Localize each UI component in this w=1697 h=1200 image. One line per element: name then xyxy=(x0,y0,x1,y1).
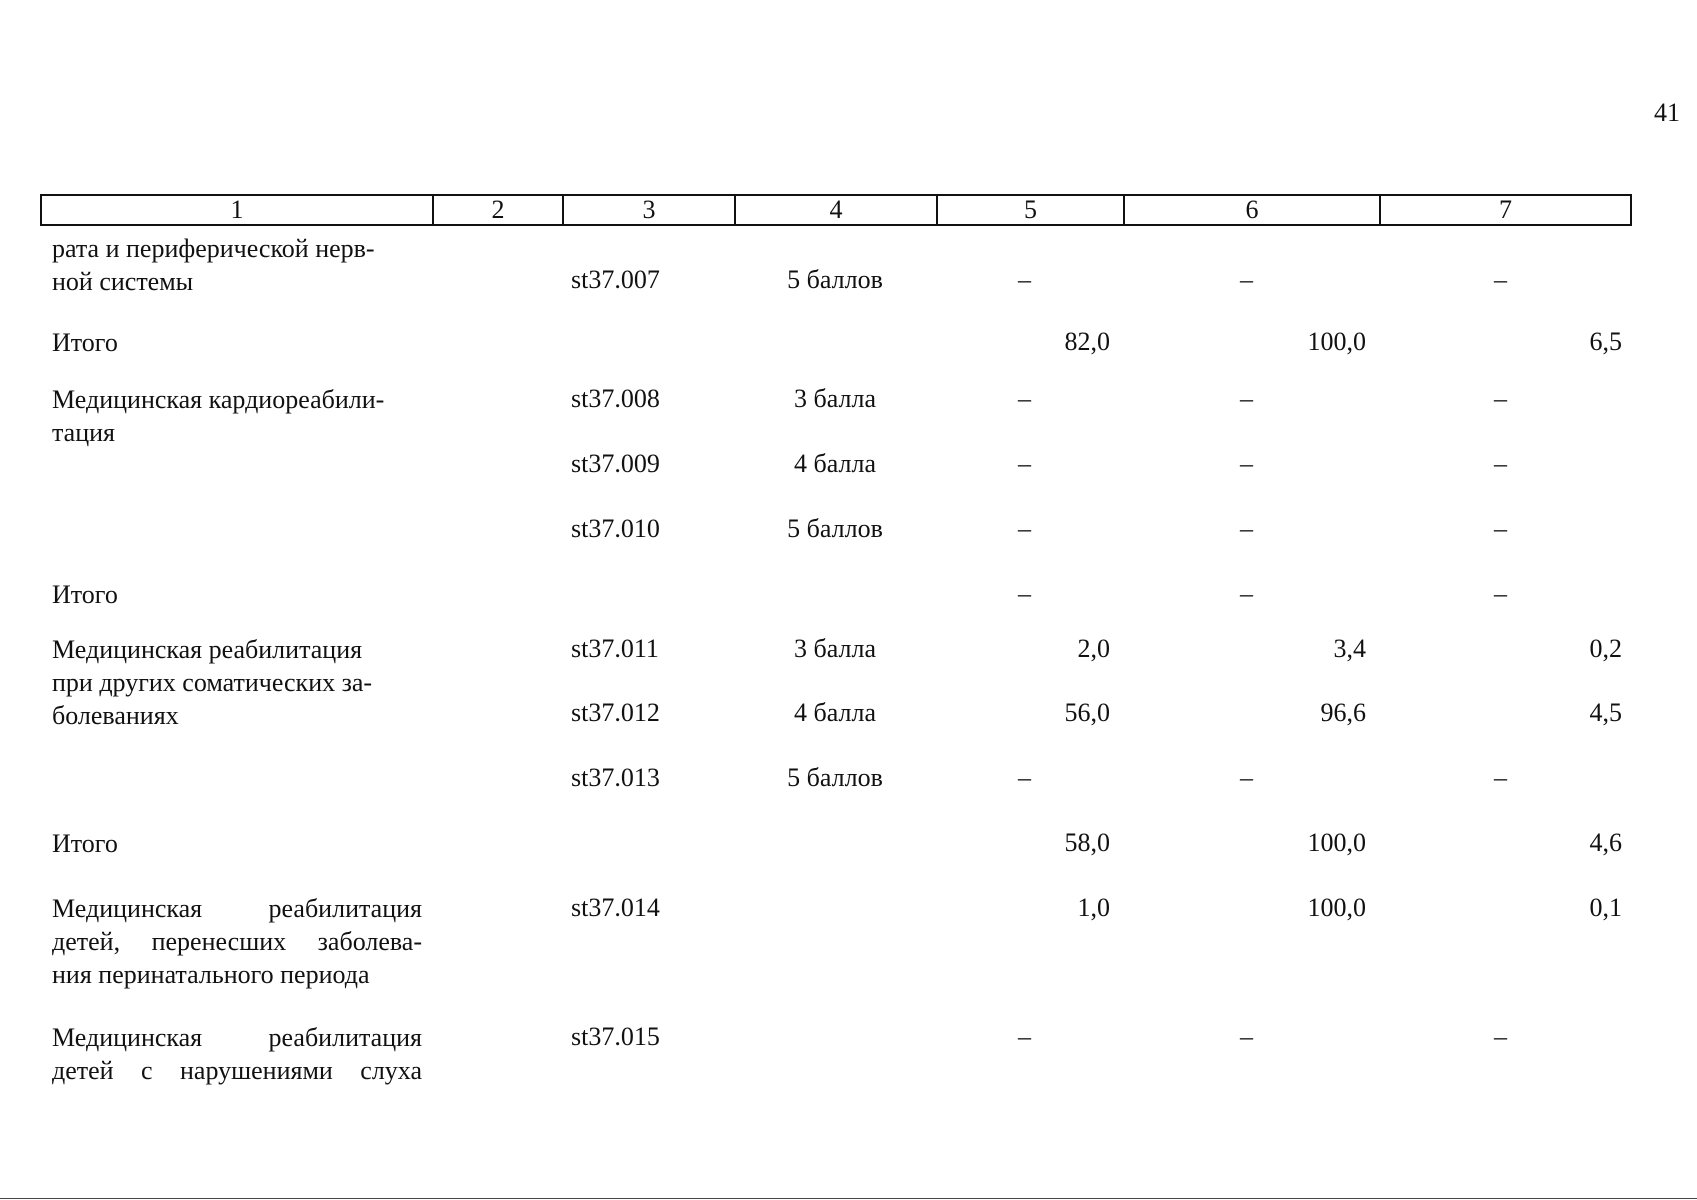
header-col-1: 1 xyxy=(42,196,434,224)
row-code: st37.008 xyxy=(571,384,660,413)
row-score: 5 баллов xyxy=(787,514,883,543)
header-col-7: 7 xyxy=(1499,195,1512,224)
row-col6: – xyxy=(1240,265,1253,294)
row-col5: 56,0 xyxy=(1064,698,1110,727)
row-col6: – xyxy=(1240,514,1253,543)
header-col-4: 4 xyxy=(736,196,938,224)
page-number: 41 xyxy=(1654,98,1680,127)
row-name: Медицинская реабилитация при других соматических за- болеваниях xyxy=(52,635,373,730)
row-score: 5 баллов xyxy=(787,265,883,294)
row-col6: – xyxy=(1240,449,1253,478)
row-col7: 0,1 xyxy=(1589,893,1622,922)
row-code: st37.014 xyxy=(571,893,660,922)
row-name: Медицинская реабилитация детей, перенесших заболева- ния перинатального периода xyxy=(52,894,422,989)
row-col5: – xyxy=(1018,763,1031,792)
row-col5: 82,0 xyxy=(1064,327,1110,356)
row-col5: – xyxy=(1018,1022,1031,1051)
row-col7: – xyxy=(1494,384,1507,413)
row-col5: 2,0 xyxy=(1077,634,1110,663)
row-col6: 100,0 xyxy=(1307,327,1366,356)
row-col6: 3,4 xyxy=(1333,634,1366,663)
row-name: Медицинская реабилитация детей с нарушениями слуха xyxy=(52,1023,422,1085)
row-code: st37.009 xyxy=(571,449,660,478)
row-col7: – xyxy=(1494,449,1507,478)
row-col5: – xyxy=(1018,449,1031,478)
row-col5: – xyxy=(1018,579,1031,608)
row-col7: – xyxy=(1494,763,1507,792)
row-col7: 6,5 xyxy=(1589,327,1622,356)
row-col7: 4,5 xyxy=(1589,698,1622,727)
header-col-6: 6 xyxy=(1125,196,1381,224)
row-total-label: Итого xyxy=(52,328,118,357)
row-col5: – xyxy=(1018,514,1031,543)
row-code: st37.010 xyxy=(571,514,660,543)
row-col6: – xyxy=(1240,384,1253,413)
row-col7: – xyxy=(1494,579,1507,608)
row-col6: 96,6 xyxy=(1320,698,1366,727)
row-col5: – xyxy=(1018,384,1031,413)
row-score: 5 баллов xyxy=(787,763,883,792)
row-col6: – xyxy=(1240,763,1253,792)
row-col6: – xyxy=(1240,579,1253,608)
row-total-label: Итого xyxy=(52,580,118,609)
row-code: st37.007 xyxy=(571,265,660,294)
row-score: 3 балла xyxy=(794,384,876,413)
row-col6: – xyxy=(1240,1022,1253,1051)
row-total-label: Итого xyxy=(52,829,118,858)
row-col6: 100,0 xyxy=(1307,828,1366,857)
header-col-2: 2 xyxy=(434,196,564,224)
row-col6: 100,0 xyxy=(1307,893,1366,922)
row-code: st37.013 xyxy=(571,763,660,792)
row-col7: 0,2 xyxy=(1589,634,1622,663)
row-code: st37.012 xyxy=(571,698,660,727)
table-header xyxy=(40,194,1632,226)
header-col-3: 3 xyxy=(564,196,736,224)
row-col5: – xyxy=(1018,265,1031,294)
row-code: st37.011 xyxy=(571,634,659,663)
page-bottom-rule xyxy=(0,1198,1697,1199)
row-col5: 58,0 xyxy=(1064,828,1110,857)
row-score: 4 балла xyxy=(794,698,876,727)
row-code: st37.015 xyxy=(571,1022,660,1051)
row-name: Медицинская кардиореабили- тация xyxy=(52,385,385,447)
row-col7: – xyxy=(1494,514,1507,543)
header-col-5: 5 xyxy=(938,196,1125,224)
row-col5: 1,0 xyxy=(1077,893,1110,922)
row-col7: – xyxy=(1494,265,1507,294)
row-score: 4 балла xyxy=(794,449,876,478)
row-col7: – xyxy=(1494,1022,1507,1051)
row-col7: 4,6 xyxy=(1589,828,1622,857)
row-score: 3 балла xyxy=(794,634,876,663)
row-name: рата и периферической нерв- ной системы xyxy=(52,234,375,296)
